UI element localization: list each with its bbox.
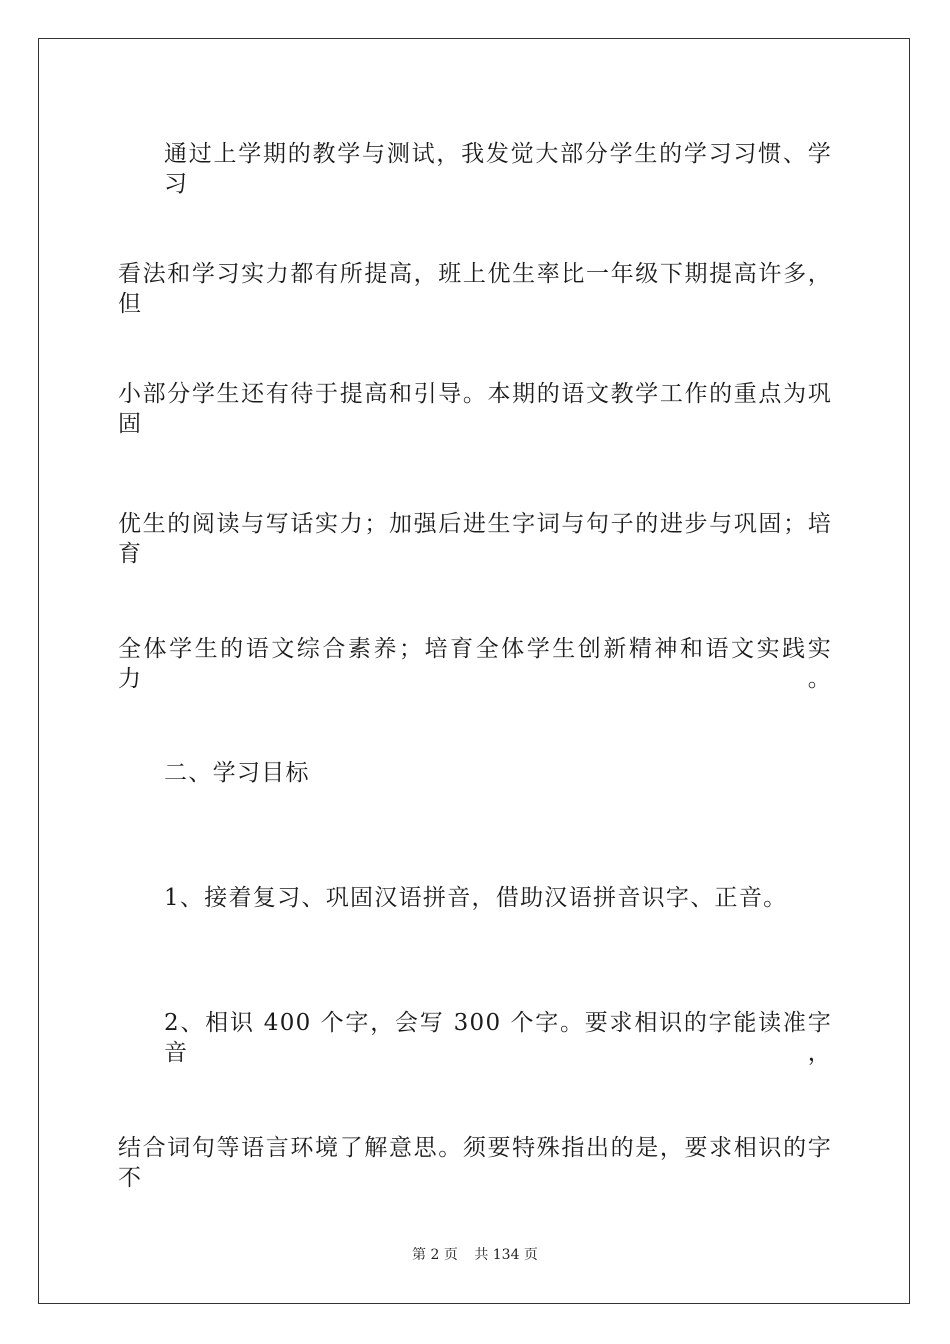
section-heading: 二、学习目标 bbox=[164, 760, 310, 786]
paragraph-line-5: 全体学生的语文综合素养；培育全体学生创新精神和语文实践实力。 bbox=[118, 636, 832, 692]
page-number: 第 2 页 bbox=[412, 1247, 458, 1263]
paragraph-line-2: 看法和学习实力都有所提高，班上优生率比一年级下期提高许多，但 bbox=[118, 261, 832, 317]
list-item-2-continued: 结合词句等语言环境了解意思。须要特殊指出的是，要求相识的字不 bbox=[118, 1135, 832, 1191]
paragraph-line-3: 小部分学生还有待于提高和引导。本期的语文教学工作的重点为巩固 bbox=[118, 381, 832, 437]
page-footer bbox=[0, 1246, 950, 1264]
paragraph-line-4: 优生的阅读与写话实力；加强后进生字词与句子的进步与巩固；培育 bbox=[118, 511, 832, 567]
list-item-1: 1、接着复习、巩固汉语拼音，借助汉语拼音识字、正音。 bbox=[164, 885, 788, 911]
list-item-2: 2、相识 400 个字，会写 300 个字。要求相识的字能读准字音， bbox=[164, 1010, 832, 1066]
paragraph-line-1: 通过上学期的教学与测试，我发觉大部分学生的学习习惯、学习 bbox=[164, 141, 832, 197]
page-total: 共 134 页 bbox=[474, 1247, 538, 1263]
